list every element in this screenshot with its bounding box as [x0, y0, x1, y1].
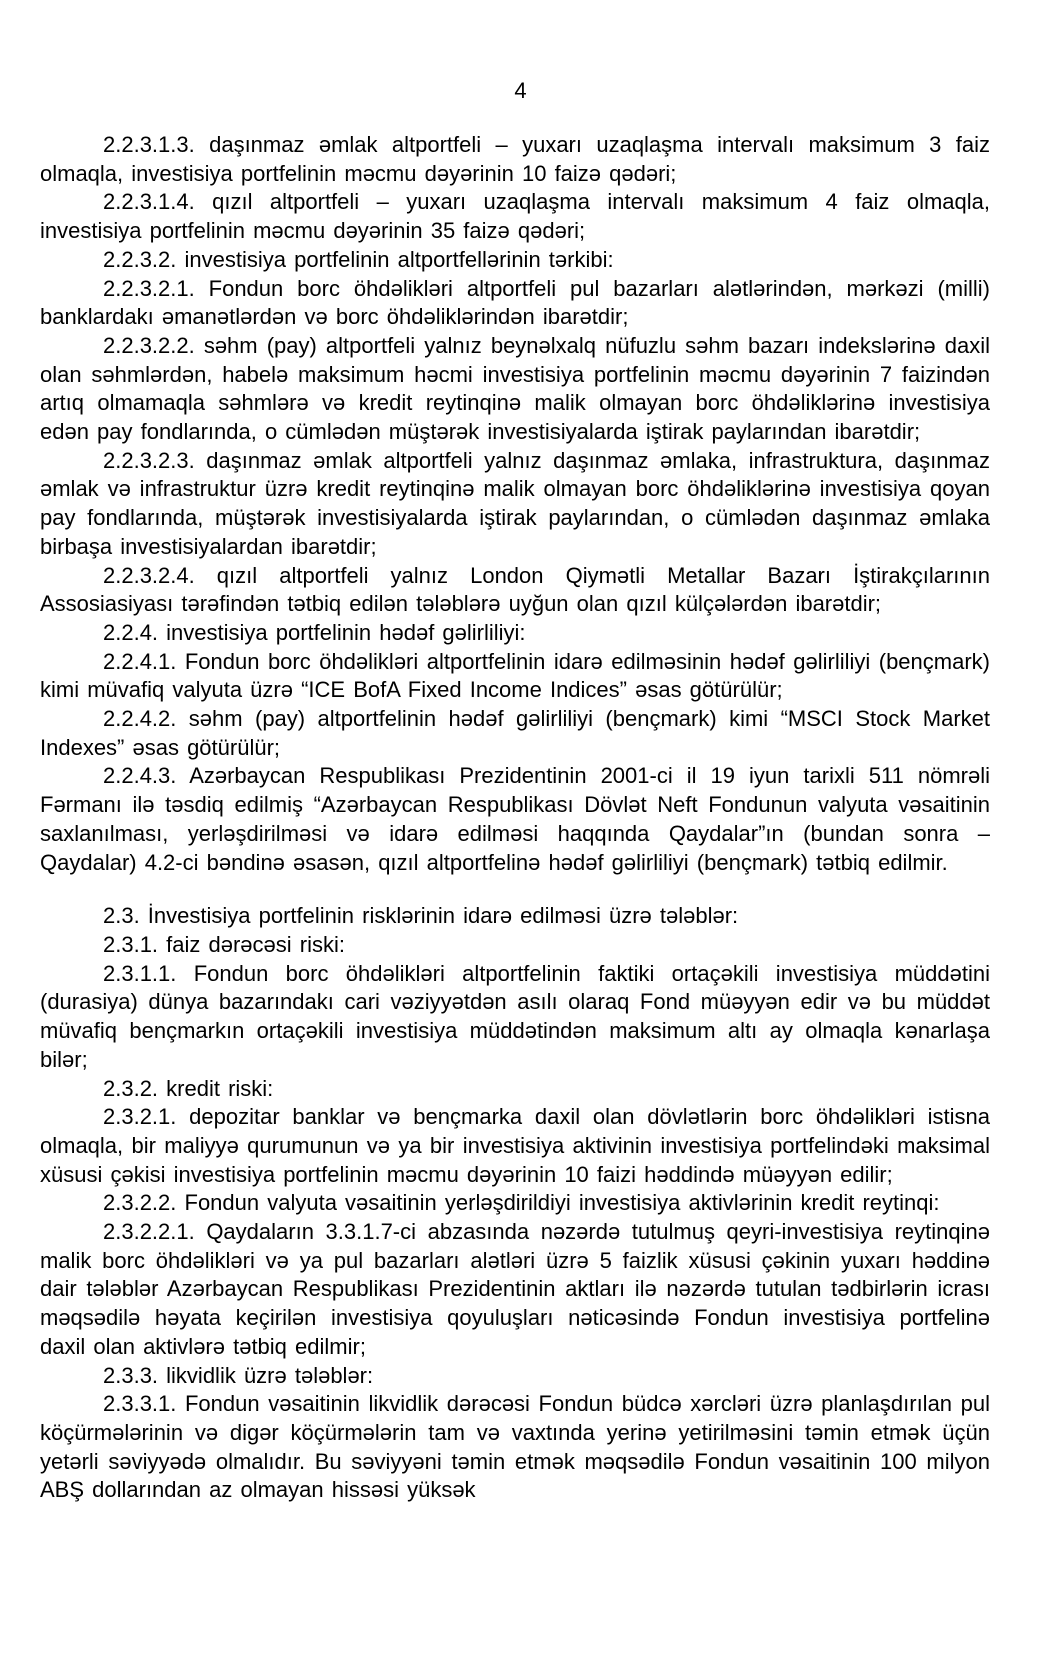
paragraph-2-2-3-1-4: 2.2.3.1.4. qızıl altportfeli – yuxarı uzaqlaşma intervalı maksimum 4 faiz olmaqla, investisiya portfelinin məcmu dəyərinin 35 faizə qədəri;	[40, 189, 990, 244]
paragraph-2-2-3-2-1: 2.2.3.2.1. Fondun borc öhdəlikləri altportfeli pul bazarları alətlərindən, mərkəzi (milli) banklardakı əmanətlərdən və borc öhdəliklərindən ibarətdir;	[40, 275, 990, 330]
paragraph-2-2-4-3: 2.2.4.3. Azərbaycan Respublikası Prezidentinin 2001-ci il 19 iyun tarixli 511 nömrəli Fərmanı ilə təsdiq edilmiş “Azərbaycan Respublikası Dövlət Neft Fondunun valyuta vəsaitinin saxlanılması, yerləşdirilməsi və idarə edilməsi haqqında Qaydalar”ın (bundan sonra – Qaydalar) 4.2-ci bəndinə əsasən, qızıl altportfelinə hədəf gəlirliliyi (bençmark) tətbiq edilmir.	[40, 763, 990, 875]
document-body	[0, 131, 1041, 1505]
paragraph-2-2-4: 2.2.4. investisiya portfelinin hədəf gəlirliliyi:	[103, 619, 526, 645]
paragraph-2-3-2-1: 2.3.2.1. depozitar banklar və bençmarka daxil olan dövlətlərin borc öhdəlikləri istisna olmaqla, bir maliyyə qurumunun və ya bir investisiya aktivinin investisiya portfelindəki maksimal xüsusi çəkisi investisiya portfelinin məcmu dəyərinin 10 faizi həddində müəyyən edilir;	[40, 1104, 990, 1187]
paragraph-2-3-1-1: 2.3.1.1. Fondun borc öhdəlikləri altportfelinin faktiki ortaçəkili investisiya müddətini (durasiya) dünya bazarındakı cari vəziyyətdən asılı olaraq Fond müəyyən edir və bu müddət müvafiq bençmarkın ortaçəkili investisiya müddətindən maksimum altı ay olmaqla kənarlaşa bilər;	[40, 960, 990, 1072]
paragraph-2-2-3-1-3: 2.2.3.1.3. daşınmaz əmlak altportfeli – yuxarı uzaqlaşma intervalı maksimum 3 faiz olmaqla, investisiya portfelinin məcmu dəyərinin 10 faizə qədəri;	[40, 132, 990, 186]
paragraph-2-3-2-2-1: 2.3.2.2.1. Qaydaların 3.3.1.7-ci abzasında nəzərdə tutulmuş qeyri-investisiya reytinqinə malik borc öhdəlikləri və ya pul bazarları alətləri üzrə 5 faizlik xüsusi çəkinin yuxarı həddinə dair tələblər Azərbaycan Respublikası Prezidentinin aktları ilə nəzərdə tutulan tədbirlərin icrası məqsədilə həyata keçirilən investisiya qoyuluşları nəticəsində Fondun investisiya portfelinə daxil olan aktivlərə tətbiq edilmir;	[40, 1219, 990, 1359]
paragraph-2-3-2: 2.3.2. kredit riski:	[103, 1075, 274, 1101]
paragraph-2-2-3-2-2: 2.2.3.2.2. səhm (pay) altportfeli yalnız beynəlxalq nüfuzlu səhm bazarı indekslərinə daxil olan səhmlərdən, habelə maksimum həcmi investisiya portfelinin məcmu dəyərinin 7 faizindən artıq olmamaqla səhmlərə və kredit reytinqinə malik olmayan borc öhdəliklərinə investisiya edən pay fondlarında, o cümlədən müştərək investisiyalarda iştirak paylarından ibarətdir;	[40, 332, 990, 445]
paragraph-2-3-3-1: 2.3.3.1. Fondun vəsaitinin likvidlik dərəcəsi Fondun büdcə xərcləri üzrə planlaşdırılan pul köçürmələrinin və digər köçürmələrin tam və vaxtında yerinə yetirilməsini təmin etmək üçün yetərli səviyyədə olmalıdır. Bu səviyyəni təmin etmək məqsədilə Fondun vəsaitinin 100 milyon ABŞ dollarından az olmayan hissəsi yüksək	[40, 1391, 990, 1503]
paragraph-2-2-4-1: 2.2.4.1. Fondun borc öhdəlikləri altportfelinin idarə edilməsinin hədəf gəlirliliyi (bençmark) kimi müvafiq valyuta üzrə “ICE BofA Fixed Income Indices” əsas götürülür;	[40, 648, 990, 703]
paragraph-2-2-3-2-3: 2.2.3.2.3. daşınmaz əmlak altportfeli yalnız daşınmaz əmlaka, infrastruktura, daşınmaz əmlak və infrastruktur üzrə kredit reytinqinə malik olmayan borc öhdəliklərinə investisiya qoyan pay fondlarında, müştərək investisiyalarda iştirak paylarından, o cümlədən daşınmaz əmlaka birbaşa investisiyalardan ibarətdir;	[40, 447, 990, 559]
paragraph-2-2-3-2: 2.2.3.2. investisiya portfelinin altportfellərinin tərkibi:	[103, 246, 614, 272]
paragraph-2-3-2-2: 2.3.2.2. Fondun valyuta vəsaitinin yerləşdirildiyi investisiya aktivlərinin kredit reytinqi:	[103, 1190, 940, 1216]
paragraph-2-3: 2.3. İnvestisiya portfelinin risklərinin idarə edilməsi üzrə tələblər:	[103, 903, 739, 929]
paragraph-2-2-3-2-4: 2.2.3.2.4. qızıl altportfeli yalnız London Qiymətli Metallar Bazarı İştirakçılarının Assosiasiyası tərəfindən tətbiq edilən tələblərə uyğun olan qızıl külçələrdən ibarətdir;	[40, 562, 990, 617]
paragraph-2-3-3: 2.3.3. likvidlik üzrə tələblər:	[103, 1362, 374, 1388]
paragraph-2-2-4-2: 2.2.4.2. səhm (pay) altportfelinin hədəf gəlirliliyi (bençmark) kimi “MSCI Stock Market Indexes” əsas götürülür;	[40, 706, 990, 760]
page-number: 4	[514, 78, 527, 103]
paragraph-2-3-1: 2.3.1. faiz dərəcəsi riski:	[103, 931, 345, 957]
